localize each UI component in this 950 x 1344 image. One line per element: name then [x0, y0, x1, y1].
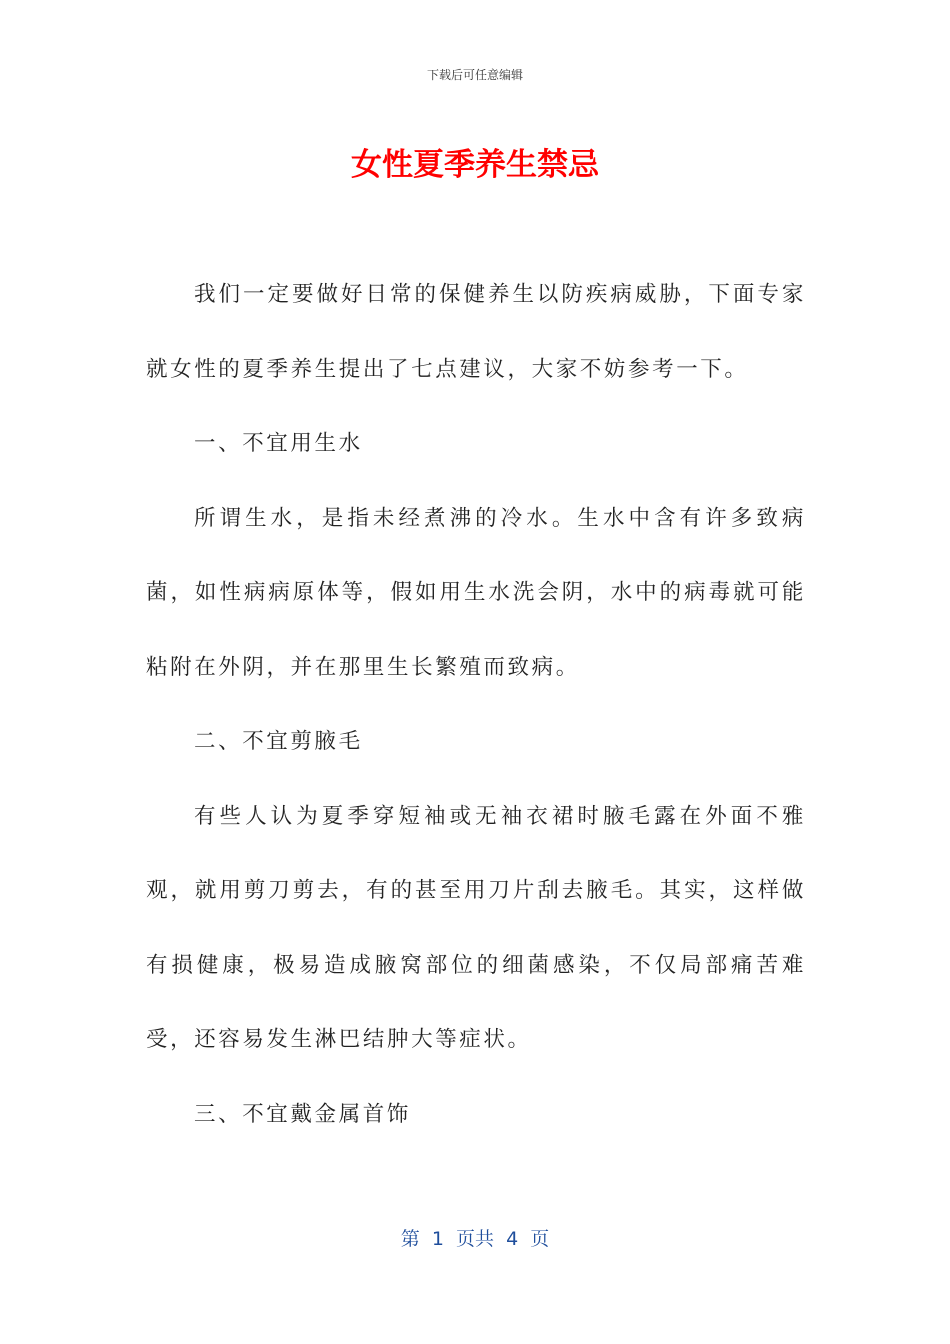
section-heading-1: 一、不宜用生水 [194, 431, 363, 456]
paragraph-section-1: 所谓生水，是指未经煮沸的冷水。生水中含有许多致病菌，如性病病原体等，假如用生水洗会阴，水中的病毒就可能粘附在外阴，并在那里生长繁殖而致病。 [146, 505, 806, 680]
header-note: 下载后可任意编辑 [426, 68, 523, 82]
paragraph-section-2: 有些人认为夏季穿短袖或无袖衣裙时腋毛露在外面不雅观，就用剪刀剪去，有的甚至用刀片刮去腋毛。其实，这样做有损健康，极易造成腋窝部位的细菌感染，不仅局部痛苦难受，还容易发生淋巴结肿大等症状。 [146, 803, 806, 1052]
section-heading-3: 三、不宜戴金属首饰 [194, 1101, 411, 1127]
document-title: 女性夏季养生禁忌 [351, 147, 599, 183]
section-heading-2: 二、不宜剪腋毛 [194, 729, 363, 754]
page-number-footer: 第 1 页共 4 页 [400, 1228, 550, 1250]
paragraph-intro: 我们一定要做好日常的保健养生以防疾病威胁，下面专家就女性的夏季养生提出了七点建议，大家不妨参考一下。 [146, 282, 806, 382]
document-body [146, 258, 806, 1152]
